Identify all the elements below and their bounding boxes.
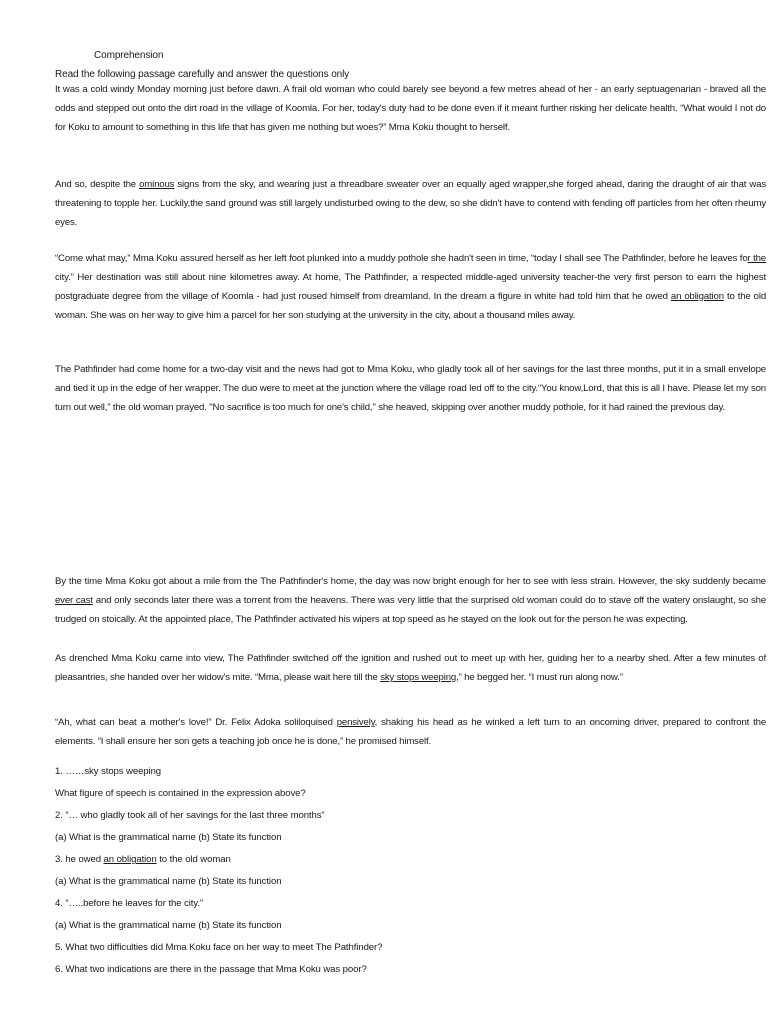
paragraph-1 xyxy=(55,80,766,137)
paragraph-5-text-a: By the time Mma Koku got about a mile from the The Pathfinder's home, the day was now bright enough for her to see with less strain. However, the sky suddenly became xyxy=(55,576,766,587)
paragraph-2-text-b: signs from the sky, and wearing just a threadbare sweater over an equally aged wrapper,she forged ahead, daring the draught of air that was threatening to topple her. Luckily,the sand ground was still largely undisturbed owing to the dew, so she didn't have to contend with fending off particles from her often rheumy eyes. xyxy=(55,179,767,228)
question-1-prompt: What figure of speech is contained in the expression above? xyxy=(55,788,306,799)
paragraph-6 xyxy=(55,649,766,687)
underlined-word-ominous: ominous xyxy=(139,179,175,190)
paragraph-3-text-c: to the old woman. She was on her way to give him a parcel for her son studying at the university in the city, about a thousand miles away. xyxy=(55,291,767,321)
paragraph-7 xyxy=(55,713,766,751)
paragraph-6-text-a: As drenched Mma Koku came into view, The Pathfinder switched off the ignition and rushed out to meet up with her, guiding her to a nearby shed. After a few minutes of pleasantries, she handed over her widow's mite. “Mma, please wait here till the xyxy=(55,653,766,683)
paragraph-3-text-b: city.” Her destination was still about nine kilometres away. At home, The Pathfinder, a respected middle-aged university teacher-the very first person to earn the highest postgraduate degree from the village of Koomla - had just roused himself from dreamland. In the dream a figure in white had told him that he owed xyxy=(55,272,766,302)
paragraph-6-text-b: ,” he begged her. “I must run along now.” xyxy=(456,672,623,683)
question-3-text-b: to the old woman xyxy=(159,854,231,865)
paragraph-5 xyxy=(55,572,766,629)
question-5: 5. What two difficulties did Mma Koku face on her way to meet The Pathfinder? xyxy=(55,942,383,953)
underlined-phrase-ever-cast: ever cast xyxy=(55,595,93,606)
question-1: 1. ……sky stops weeping xyxy=(55,766,162,777)
paragraph-2 xyxy=(55,175,766,232)
underlined-word-pensively: pensively xyxy=(336,717,375,728)
paragraph-3 xyxy=(55,249,766,325)
paragraph-7-text-a: “Ah, what can beat a mother's love!” Dr. Felix Adoka soliloquised xyxy=(55,717,333,728)
instruction-text: Read the following passage carefully and answer the questions only xyxy=(55,69,350,80)
questions-list xyxy=(55,761,766,981)
paragraph-1-text: It was a cold windy Monday morning just before dawn. A frail old woman who could barely see beyond a few metres ahead of her - an early septuagenarian - braved all the odds and stepped out onto the dirt road in the village of Koomla. For her, today's duty had to be done even if it meant further risking her delicate health. “What would I not do for Koku to amount to something in this life that has given me nothing but woes?” Mma Koku thought to herself. xyxy=(55,84,766,133)
page-title: Comprehension xyxy=(94,50,164,61)
paragraph-4 xyxy=(55,360,766,417)
paragraph-4-text: The Pathfinder had come home for a two-day visit and the news had got to Mma Koku, who gladly took all of her savings for the last three months, put it in a small envelope and tied it up in the edge of her wrapper. The duo were to meet at the junction where the village road led off to the city.“You know,Lord, that this is all I have. Please let my son turn out well,” the old woman prayed. "No sacrifice is too much for one's child," she heaved, skipping over another muddy pothole, for it had rained the previous day. xyxy=(55,364,766,413)
question-4: 4. “…..before he leaves for the city.” xyxy=(55,898,203,909)
underlined-phrase-the: r the xyxy=(747,253,766,264)
paragraph-5-text-b: and only seconds later there was a torrent from the heavens. There was very little that the surprised old woman could do to stave off the watery onslaught, so she trudged on stoically. At the appointed place, The Pathfinder activated his wipers at top speed as he stayed on the look out for the person he was expecting. xyxy=(55,595,767,625)
question-3 xyxy=(55,849,766,871)
question-3-prompt: (a) What is the grammatical name (b) State its function xyxy=(55,876,282,887)
underlined-phrase-sky-stops-weeping: sky stops weeping xyxy=(380,672,457,683)
paragraph-3-text-a: “Come what may,” Mma Koku assured herself as her left foot plunked into a muddy pothole she hadn't seen in time, “today I shall see The Pathfinder, before he leaves fo xyxy=(55,253,748,264)
question-3-text-a: 3. he owed xyxy=(55,854,101,865)
paragraph-7-text-b: , shaking his head as he winked a left turn to an oncoming driver, prepared to confront the elements. “I shall ensure her son gets a teaching job once he is done,” he promised himself. xyxy=(55,717,767,747)
paragraph-2-text-a: And so, despite the xyxy=(55,179,136,190)
question-2: 2. “… who gladly took all of her savings for the last three months” xyxy=(55,810,325,821)
question-2-prompt: (a) What is the grammatical name (b) State its function xyxy=(55,832,282,843)
question-4-prompt: (a) What is the grammatical name (b) State its function xyxy=(55,920,282,931)
question-3-underlined: an obligation xyxy=(103,854,157,865)
underlined-phrase-obligation: an obligation xyxy=(670,291,724,302)
question-6: 6. What two indications are there in the passage that Mma Koku was poor? xyxy=(55,964,367,975)
